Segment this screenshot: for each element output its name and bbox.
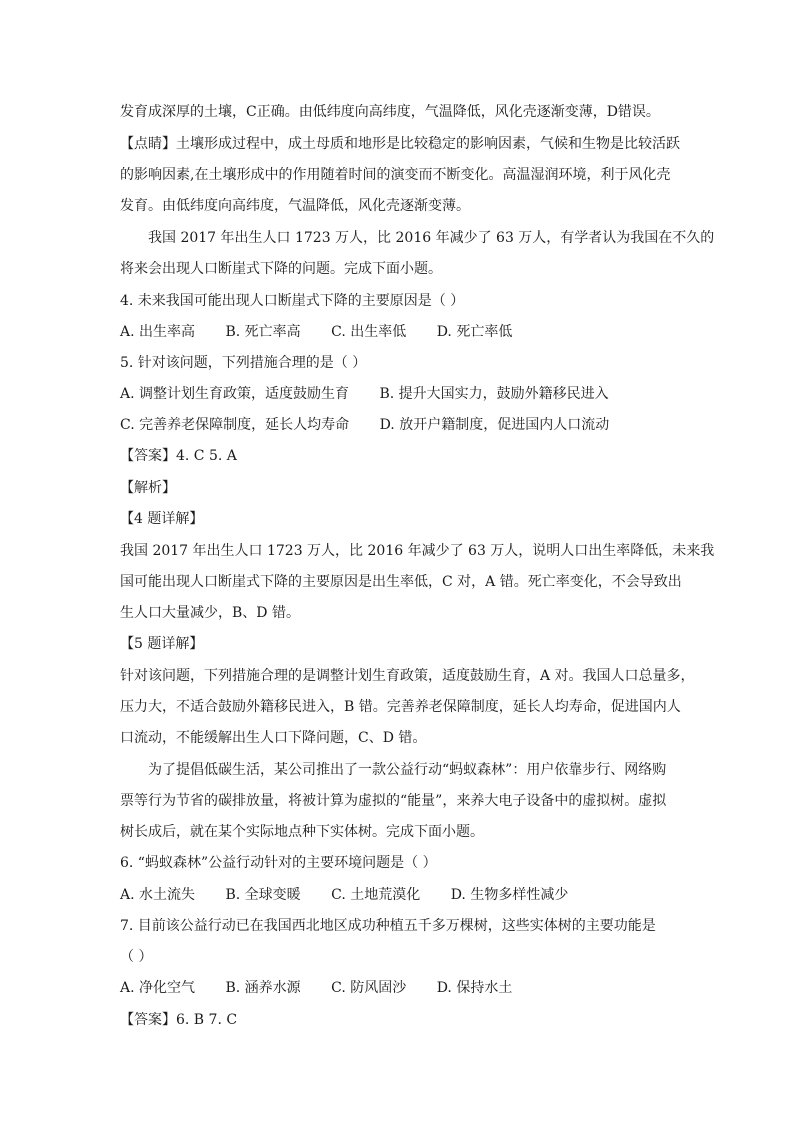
text-line: 票等行为节省的碳排放量，将被计算为虚拟的“能量”，来养大电子设备中的虚拟树。虚拟	[120, 793, 667, 809]
text-line: 【点睛】土壤形成过程中，成土母质和地形是比较稳定的影响因素，气候和生物是比较活跃	[120, 136, 680, 152]
option: C. 完善养老保障制度，延长人均寿命	[120, 417, 350, 433]
text-line: 口流动，不能缓解出生人口下降问题，C、D 错。	[120, 730, 427, 746]
text-line: 国可能出现人口断崖式下降的主要原因是出生率低，C 对，A 错。死亡率变化，不会导致出	[120, 574, 682, 590]
question-7-blank: （ ）	[120, 949, 153, 965]
analysis-heading: 【解析】	[120, 480, 176, 496]
option: D. 保持水土	[436, 980, 513, 996]
option: B. 死亡率高	[225, 324, 301, 340]
text-line: 我国 2017 年出生人口 1723 万人，比 2016 年减少了 63 万人，说明人口出生率降低，未来我	[120, 543, 715, 559]
option: B. 提升大国实力，鼓励外籍移民进入	[379, 386, 609, 402]
question-7: 7. 目前该公益行动已在我国西北地区成功种植五千多万棵树，这些实体树的主要功能是	[120, 918, 656, 934]
text-line: 的影响因素,在土壤形成中的作用随着时间的演变而不断变化。高温湿润环境，利于风化壳	[120, 167, 671, 183]
question-5: 5. 针对该问题，下列措施合理的是（ ）	[120, 355, 367, 371]
question-5-detail-heading: 【5 题详解】	[120, 636, 204, 652]
answer-line: 【答案】4. C 5. A	[120, 448, 237, 464]
option: D. 放开户籍制度，促进国内人口流动	[379, 417, 610, 433]
text-line: 为了提倡低碳生活，某公司推出了一款公益行动“蚂蚁森林”：用户依靠步行、网络购	[148, 762, 667, 778]
option: C. 防风固沙	[331, 980, 407, 996]
text-line: 生人口大量减少，B、D 错。	[120, 605, 300, 621]
text-line: 针对该问题，下列措施合理的是调整计划生育政策，适度鼓励生育，A 对。我国人口总量多，	[120, 668, 695, 684]
option: D. 生物多样性减少	[450, 887, 569, 903]
question-5-options-row-1	[120, 384, 680, 404]
option: A. 水土流失	[120, 887, 196, 903]
option: B. 涵养水源	[225, 980, 301, 996]
text-line: 发育。由低纬度向高纬度，气温降低，风化壳逐渐变薄。	[120, 198, 470, 214]
question-5-options-row-2	[120, 415, 680, 435]
option: A. 调整计划生育政策，适度鼓励生育	[120, 386, 350, 402]
text-line: 树长成后，就在某个实际地点种下实体树。完成下面小题。	[120, 824, 484, 840]
question-6-options	[120, 885, 680, 905]
question-4-options	[120, 322, 680, 342]
question-4-detail-heading: 【4 题详解】	[120, 511, 204, 527]
option: C. 土地荒漠化	[331, 887, 421, 903]
option: A. 出生率高	[120, 324, 196, 340]
question-6: 6. “蚂蚁森林”公益行动针对的主要环境问题是（ ）	[120, 855, 437, 871]
text-line: 将来会出现人口断崖式下降的问题。完成下面小题。	[120, 261, 442, 277]
question-4: 4. 未来我国可能出现人口断崖式下降的主要原因是（ ）	[120, 293, 465, 309]
text-line: 发育成深厚的土壤，C正确。由低纬度向高纬度，气温降低，风化壳逐渐变薄，D错误。	[120, 104, 660, 120]
text-line: 我国 2017 年出生人口 1723 万人，比 2016 年减少了 63 万人，有学者认为我国在不久的	[148, 230, 715, 246]
option: D. 死亡率低	[436, 324, 513, 340]
option: A. 净化空气	[120, 980, 196, 996]
text-line: 压力大，不适合鼓励外籍移民进入，B 错。完善养老保障制度，延长人均寿命，促进国内人	[120, 699, 681, 715]
answer-line: 【答案】6. B 7. C	[120, 1012, 238, 1028]
option: B. 全球变暖	[225, 887, 301, 903]
question-7-options	[120, 978, 680, 998]
option: C. 出生率低	[331, 324, 407, 340]
